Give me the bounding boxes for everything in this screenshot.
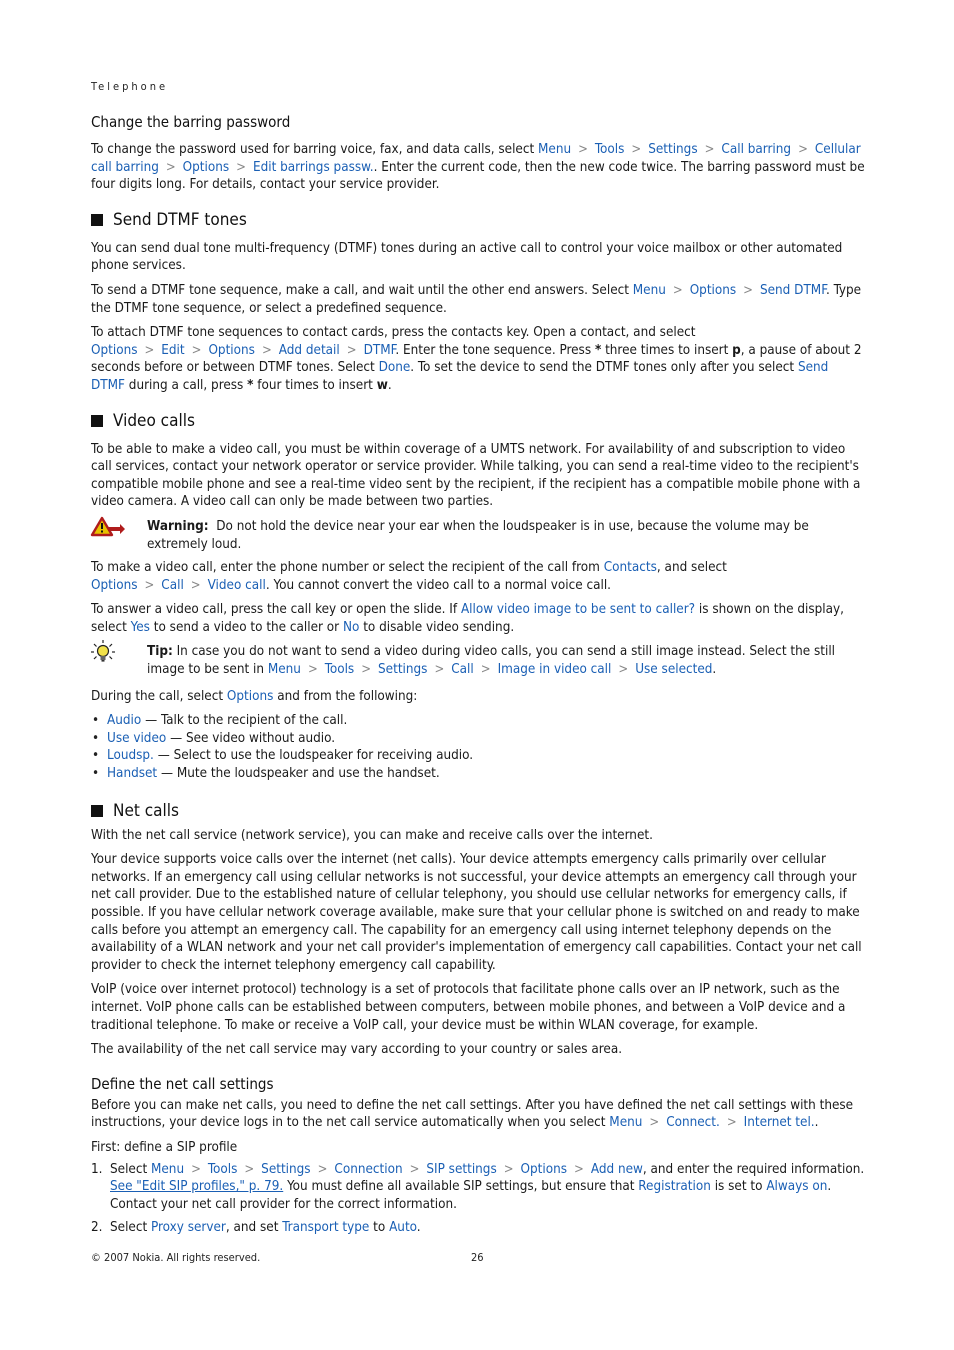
send-dtmf-path [633, 283, 826, 298]
menu-path-item[interactable]: Options [91, 577, 138, 593]
contacts-link[interactable]: Contacts [603, 560, 657, 576]
audio-option-link[interactable]: Audio [107, 713, 142, 729]
net-calls-intro: With the net call service (network service), you can make and receive calls over the internet. [91, 827, 653, 843]
menu-path-item[interactable]: Tools [324, 662, 355, 678]
chevron-right-icon: > [346, 342, 357, 358]
chevron-right-icon: > [672, 282, 683, 298]
menu-path-item[interactable]: Add new [590, 1161, 643, 1177]
page-number: 26 [471, 1251, 484, 1264]
menu-path-item[interactable]: Settings [261, 1161, 311, 1177]
auto-link[interactable]: Auto [389, 1220, 417, 1236]
menu-path-item[interactable]: DTMF [363, 342, 396, 358]
menu-path-item[interactable]: SIP settings [426, 1161, 497, 1177]
chevron-right-icon: > [503, 1161, 514, 1177]
lightbulb-icon [91, 643, 147, 678]
menu-path-item[interactable]: Options [208, 342, 255, 358]
attach-dtmf-path [91, 343, 395, 358]
menu-path-item[interactable]: Options [689, 282, 737, 298]
chevron-right-icon: > [726, 1115, 737, 1131]
dtmf-section-heading: Send DTMF tones [91, 210, 865, 230]
handset-option-link[interactable]: Handset [107, 766, 158, 782]
chevron-right-icon: > [190, 577, 201, 593]
tip-text: In case you do not want to send a video during video calls, you can send a still image instead. Select the still image to be sent in [147, 644, 836, 678]
page-footer [91, 1251, 865, 1264]
menu-path-item[interactable]: Tools [207, 1161, 238, 1177]
list-item: 2. Select Proxy server, and set Transport type to Auto. [91, 1220, 421, 1236]
menu-path-item[interactable]: Edit [161, 342, 185, 358]
menu-path-item[interactable]: Call [161, 577, 184, 593]
sip-profile-subheading: First: define a SIP profile [91, 1139, 238, 1155]
no-link[interactable]: No [342, 619, 360, 635]
edit-sip-profiles-link[interactable]: See "Edit SIP profiles," p. 79. [110, 1179, 284, 1195]
chevron-right-icon: > [317, 1161, 328, 1177]
registration-link[interactable]: Registration [638, 1179, 711, 1195]
chevron-right-icon: > [261, 342, 272, 358]
chevron-right-icon: > [165, 159, 176, 175]
menu-path-item[interactable]: Add detail [278, 342, 340, 358]
chevron-right-icon: > [743, 282, 753, 298]
chevron-right-icon: > [144, 577, 155, 593]
list-item: • Use video — See video without audio. [91, 730, 865, 748]
warning-text: Do not hold the device near your ear when the loudspeaker is in use, because the volume may be extremely loud. [147, 518, 809, 552]
menu-path-item[interactable]: Options [520, 1161, 568, 1177]
menu-path-item[interactable]: Internet tel. [743, 1115, 815, 1131]
warning-note [91, 518, 865, 553]
net-calls-emergency-paragraph: Your device supports voice calls over the internet (net calls). Your device attempts emergency calls primarily over cellular networks. If an emergency call using cellular networks is not successful, your device attempts an emergency call through your net call provider. Due to the established nature of cellular telephony, you should use cellular networks for emergency calls, if possible. If you have cellular network coverage available, make sure that your cellular phone is switched on and ready to make calls before you attempt an emergency call. The capability for an emergency call using internet telephony depends on the availability of a WLAN network and your net call provider's implementation of emergency call capabilities. Contact your net call provider to check the internet telephony emergency call capability. [91, 852, 862, 973]
menu-path-item[interactable]: Menu [609, 1115, 643, 1131]
menu-path-item[interactable]: Menu [267, 662, 301, 678]
change-password-heading: Change the barring password [91, 113, 291, 131]
menu-path-item[interactable]: Edit barrings passw. [252, 159, 374, 175]
list-item: • Loudsp. — Select to use the loudspeaker for receiving audio. [91, 747, 865, 765]
page-content [91, 80, 865, 1243]
tip-note: Tip: In case you do not want to send a video during video calls, you can send a still image instead. Select the still image to be sent in Menu > Tools > Settings > Call > Image in video call > Use selected. [91, 643, 865, 678]
menu-path-item[interactable]: Menu [538, 142, 572, 157]
availability-paragraph: The availability of the net call service may vary according to your country or sales area. [91, 1042, 623, 1058]
make-video-call-paragraph: To make a video call, enter the phone number or select the recipient of the call from Contacts, and select Options > Call > Video call. You cannot convert the video call to a normal voice call. [91, 560, 727, 593]
chevron-right-icon: > [191, 342, 202, 358]
menu-path-item[interactable]: Connect. [666, 1115, 720, 1131]
chevron-right-icon: > [480, 662, 491, 678]
video-intro: To be able to make a video call, you must be within coverage of a UMTS network. For availability of and subscription to video call services, contact your network operator or service provider. While talking, you can send a real-time video to the recipient's compatible mobile phone and see a real-time video sent by the recipient, if the recipient has a compatible mobile phone with a video camera. A video call can only be made between two parties. [91, 441, 861, 510]
answer-video-call-paragraph: To answer a video call, press the call key or open the slide. If Allow video image to be sent to caller? is shown on the display, select Yes to send a video to the caller or No to disable video sending. [91, 602, 844, 635]
chevron-right-icon: > [798, 142, 808, 157]
allow-video-link[interactable]: Allow video image to be sent to caller? [460, 602, 696, 618]
menu-path-item[interactable]: Settings [378, 662, 428, 678]
menu-path-item[interactable]: Connection [334, 1161, 403, 1177]
menu-path-item[interactable]: Video call [207, 577, 266, 593]
send-dtmf-link[interactable]: Send DTMF [91, 360, 829, 393]
menu-path-item[interactable]: Menu [151, 1161, 185, 1177]
menu-path-item[interactable]: Call barring [721, 142, 792, 157]
yes-link[interactable]: Yes [130, 619, 150, 635]
use-video-option-link[interactable]: Use video [107, 730, 167, 746]
menu-path-item[interactable]: Menu [632, 282, 666, 298]
chevron-right-icon: > [578, 142, 588, 157]
chevron-right-icon: > [434, 662, 445, 678]
list-item: • Handset — Mute the loudspeaker and use the handset. [91, 765, 865, 783]
chevron-right-icon: > [704, 142, 715, 157]
net-calls-section-heading: Net calls [91, 801, 865, 821]
transport-type-link[interactable]: Transport type [282, 1220, 370, 1236]
chevron-right-icon: > [618, 662, 629, 678]
voip-paragraph: VoIP (voice over internet protocol) technology is a set of protocols that facilitate phone calls over an IP network, such as the internet. VoIP phone calls can be established between computers, between mobile phones, and between a VoIP device and a traditional telephone. To make or receive a VoIP call, your device must be within WLAN coverage, for example. [91, 982, 846, 1033]
chevron-right-icon: > [307, 662, 318, 678]
chevron-right-icon: > [649, 1115, 660, 1131]
dtmf-send-paragraph: To send a DTMF tone sequence, make a call, and wait until the other end answers. Select Menu > Options > Send DTMF. Type the DTMF tone sequence, or select a predefined sequence. [91, 282, 862, 316]
chevron-right-icon: > [236, 159, 246, 175]
square-bullet-icon [91, 415, 103, 427]
define-net-call-heading: Define the net call settings [91, 1074, 274, 1093]
proxy-server-link[interactable]: Proxy server [151, 1220, 226, 1236]
menu-path-item[interactable]: Options [91, 342, 138, 358]
menu-path-item[interactable]: Cellular call barring [91, 142, 861, 175]
square-bullet-icon [91, 214, 103, 226]
square-bullet-icon [91, 805, 103, 817]
running-head: Telephone [91, 80, 169, 93]
during-call-paragraph: During the call, select Options and from the following: [91, 688, 418, 704]
chevron-right-icon: > [244, 1161, 255, 1177]
video-call-path [91, 578, 266, 593]
options-link[interactable]: Options [226, 688, 274, 704]
copyright: © 2007 Nokia. All rights reserved. [91, 1251, 261, 1264]
chevron-right-icon: > [361, 662, 372, 678]
menu-path-item[interactable]: Image in video call [497, 662, 612, 678]
in-call-options-list [91, 712, 865, 782]
dtmf-intro: You can send dual tone multi-frequency (DTMF) tones during an active call to control your voice mailbox or other automated phone services. [91, 240, 843, 274]
chevron-right-icon: > [574, 1161, 584, 1177]
chevron-right-icon: > [409, 1161, 420, 1177]
menu-path-item[interactable]: Call [451, 662, 474, 678]
warning-label: Warning: [147, 518, 209, 534]
tip-menu-path [268, 662, 713, 677]
loudsp-option-link[interactable]: Loudsp. [107, 748, 154, 764]
chevron-right-icon: > [191, 1161, 201, 1177]
define-net-call-paragraph: Before you can make net calls, you need to define the net call settings. After you have defined the net call settings with these instructions, your device logs in to the net call service automatically when you select Menu > Connect. > Internet tel.. [91, 1097, 854, 1131]
change-password-paragraph: To change the password used for barring voice, fax, and data calls, select Menu > Tools > Settings > Call barring > Cellular call barring > Options > Edit barrings passw.. Enter the current code, then the new code twice. The barring password must be four digits long. For details, contact your service provider. [91, 142, 865, 193]
chevron-right-icon: > [144, 342, 155, 358]
menu-path-item[interactable]: Options [182, 159, 230, 175]
warning-triangle-icon [91, 518, 147, 553]
always-on-link[interactable]: Always on [766, 1179, 828, 1195]
list-item: 1. Select Menu > Tools > Settings > Connection > SIP settings > Options > Add new, and enter the required information. See "Edit SIP profiles," p. 79. You must define all available SIP settings, but ensure that Registration is set to Always on. Contact your net call provider for the correct information. [91, 1161, 865, 1212]
tip-label: Tip: [147, 644, 173, 660]
sip-steps-list [91, 1161, 865, 1237]
menu-path-item[interactable]: Send DTMF [759, 282, 826, 298]
add-sip-profile-path [151, 1162, 643, 1177]
menu-path-item[interactable]: Settings [648, 142, 698, 157]
menu-path-item[interactable]: Tools [594, 142, 625, 157]
internet-tel-path [609, 1115, 814, 1130]
done-link[interactable]: Done [378, 360, 411, 376]
video-section-heading: Video calls [91, 411, 865, 431]
menu-path-item[interactable]: Use selected [635, 662, 713, 678]
list-item: • Audio — Talk to the recipient of the call. [91, 712, 865, 730]
dtmf-attach-paragraph: To attach DTMF tone sequences to contact cards, press the contacts key. Open a contact, and select Options > Edit > Options > Add detail > DTMF. Enter the tone sequence. Press * three times to insert p, a pause of about 2 seconds before or between DTMF tones. Select Done. To set the device to send the DTMF tones only after you select Send DTMF during a call, press * four times to insert w. [91, 325, 862, 393]
chevron-right-icon: > [631, 142, 642, 157]
